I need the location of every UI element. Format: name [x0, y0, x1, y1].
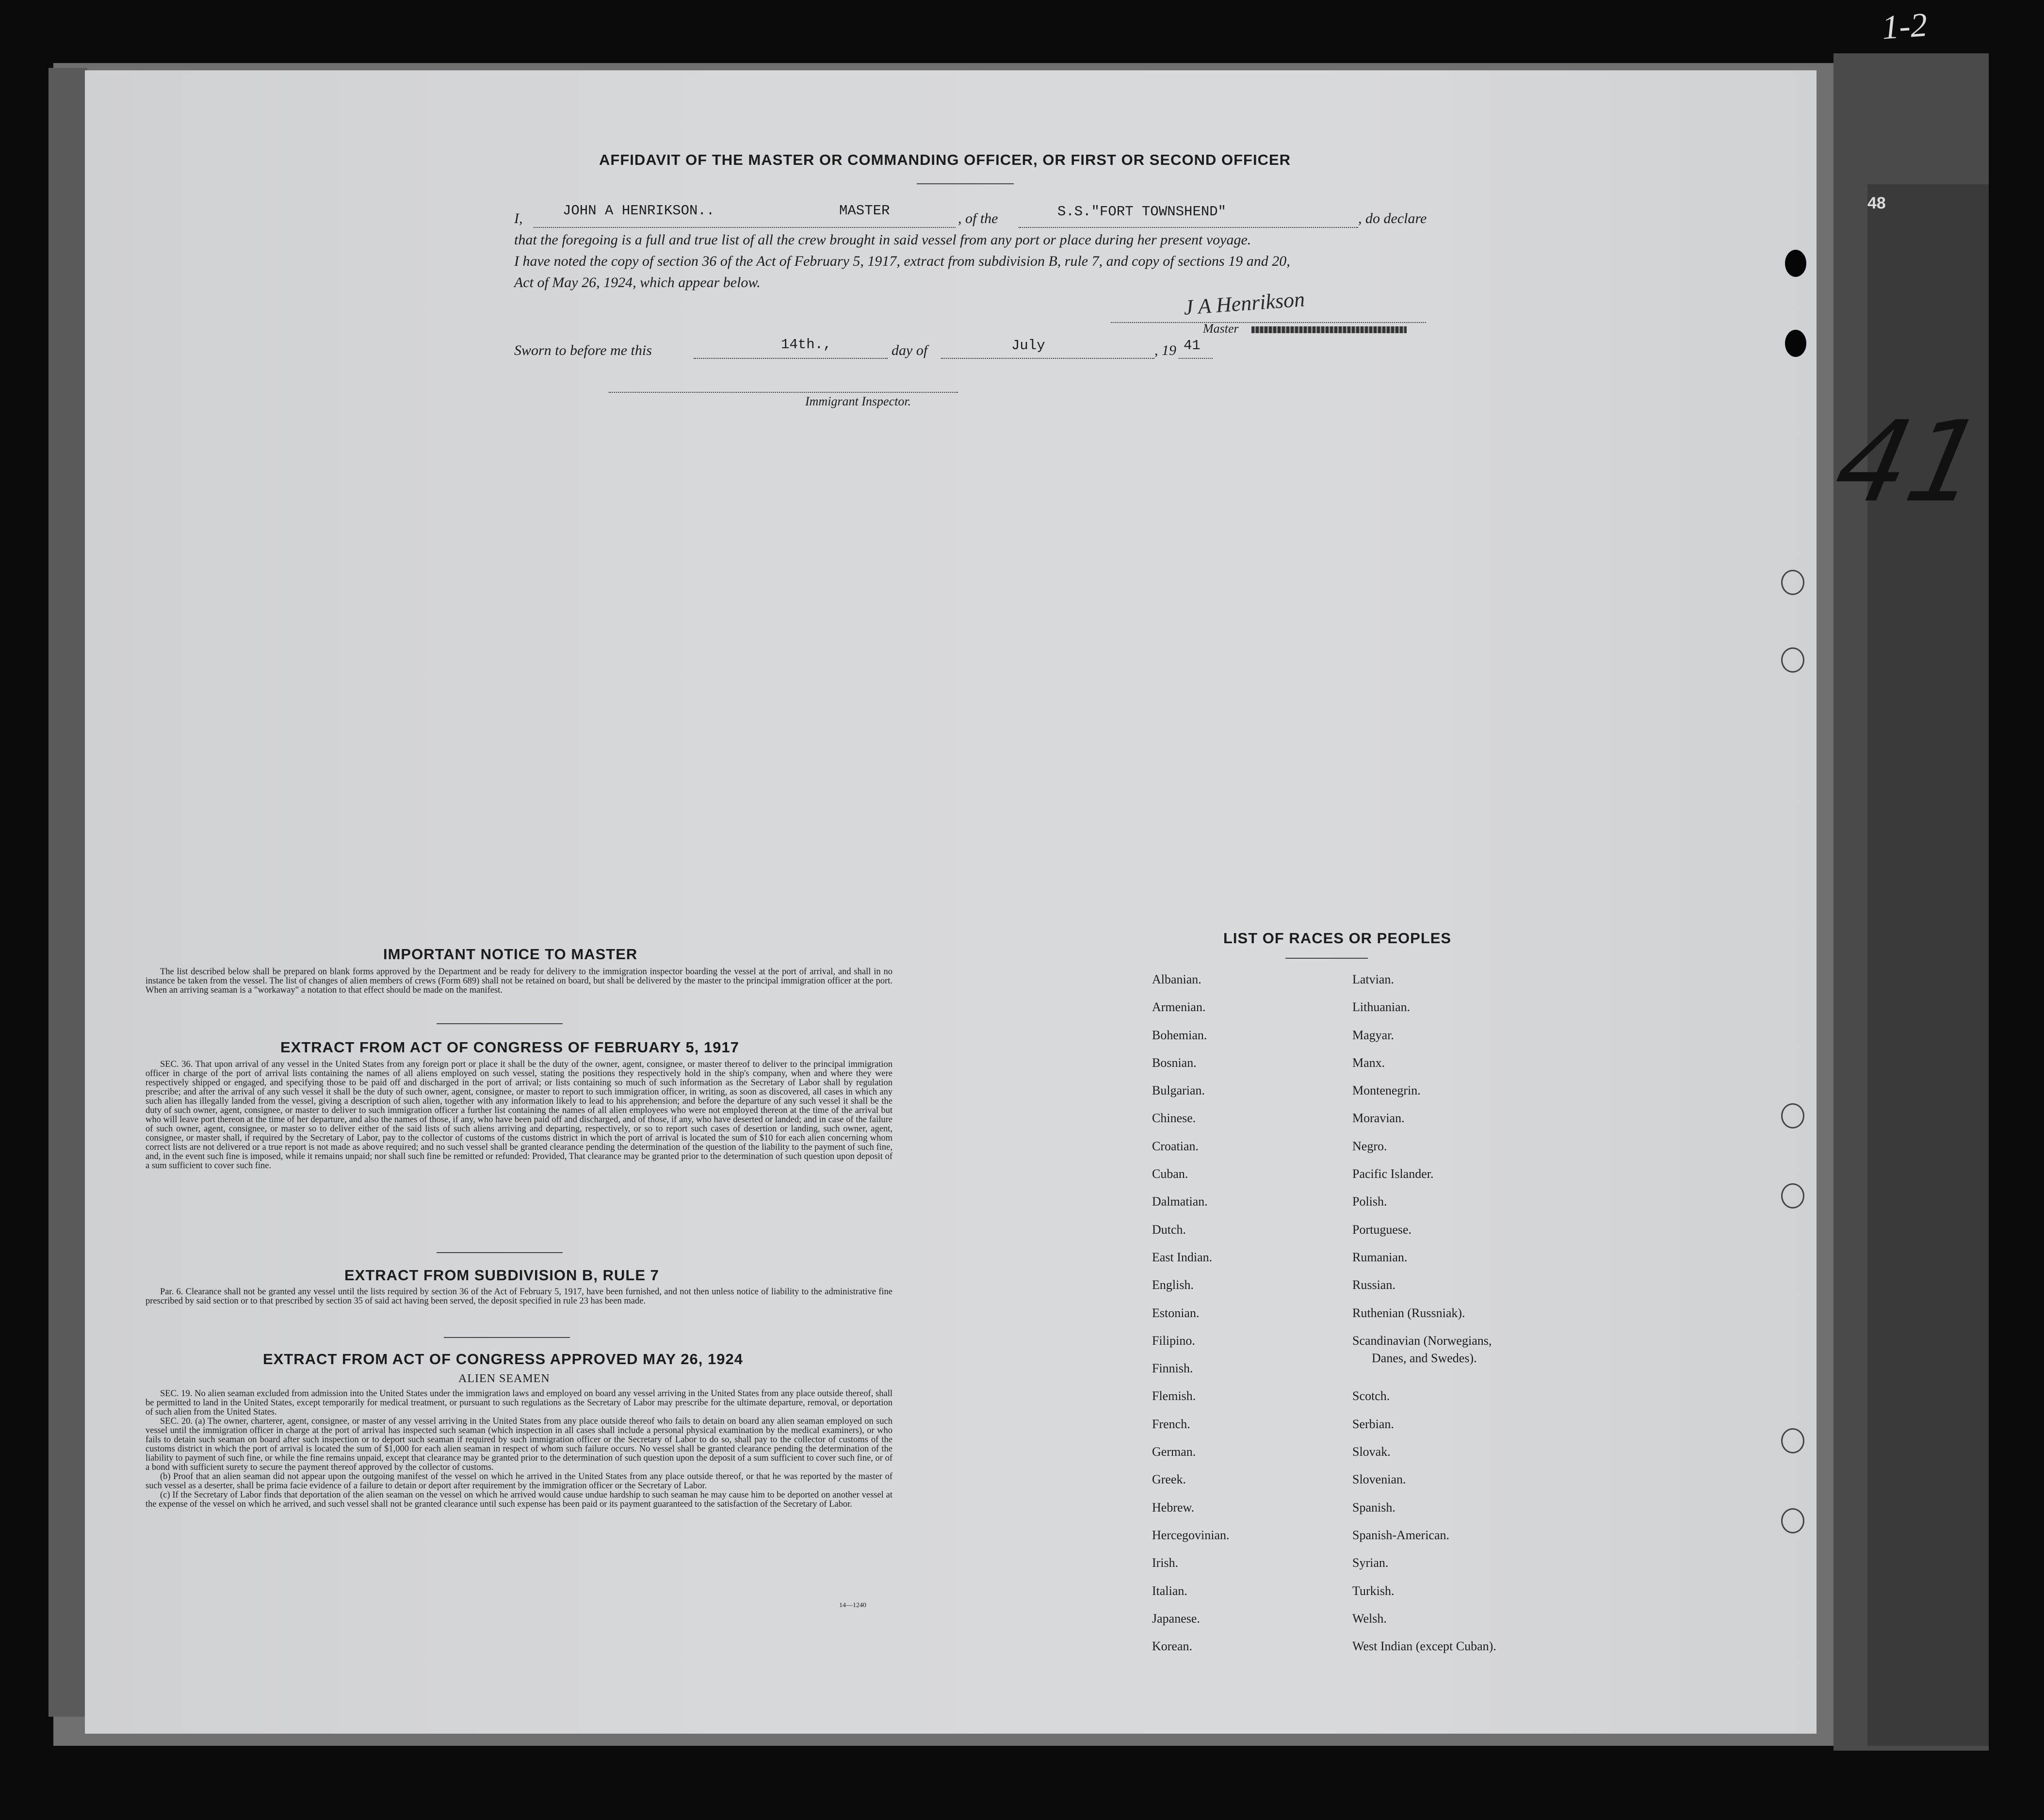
signature-line: [1111, 322, 1426, 323]
section-20b: (b) Proof that an alien seaman did not appear upon the outgoing manifest of the vessel on which he arrived in the United States from any place outside thereof, or that he was reported by the master of such vessel as a deserter, shall be prima facie evidence of a failure to detain or deport after requirement by the immigration officer or the Secretary of Labor.: [146, 1472, 892, 1491]
race-item: Turkish.: [1352, 1583, 1395, 1598]
sworn-year-line: [1179, 358, 1213, 359]
master-signature: J A Henrikson: [1183, 287, 1306, 320]
extract-1924-heading: EXTRACT FROM ACT OF CONGRESS APPROVED MAY 26, 1924: [263, 1351, 743, 1368]
race-item: Portuguese.: [1352, 1222, 1412, 1237]
alien-seamen-subheading: ALIEN SEAMEN: [458, 1372, 550, 1385]
punch-hole: [1785, 330, 1806, 357]
race-item-continued: Danes, and Swedes).: [1372, 1351, 1477, 1365]
divider: [444, 1337, 570, 1338]
subdivision-body: Par. 6. Clearance shall not be granted any vessel until the lists required by section 36 of the Act of February 5, 1917, have been furnished, and not then unless notice of liability to the administrative fine prescribed by said section or to that prescribed by section 35 of said act having been served, the deposit specified in rule 23 has been made.: [146, 1287, 892, 1306]
sworn-day: 14th.,: [781, 337, 832, 353]
affidavit-pronoun: I,: [514, 210, 523, 226]
punch-hole: [1785, 250, 1806, 277]
race-item: Slovak.: [1352, 1445, 1391, 1459]
signature-caption: Master: [1203, 322, 1239, 336]
do-declare-label: , do declare: [1358, 210, 1427, 226]
race-item: Finnish.: [1152, 1361, 1193, 1376]
race-item: Irish.: [1152, 1556, 1179, 1570]
race-item: Armenian.: [1152, 1000, 1206, 1015]
race-item: Croatian.: [1152, 1139, 1199, 1153]
race-item: Magyar.: [1352, 1028, 1394, 1042]
section-19: SEC. 19. No alien seaman excluded from admission into the United States under the immigration laws and employed on board any vessel arriving in the United States from any place outside thereof, shall be permitted to land in the United States, except temporarily for medical treatment, or pursuant to such regulations as the Secretary of Labor may prescribe for the ultimate departure, removal, or deportation of such alien from the United States.: [146, 1389, 892, 1417]
races-heading: LIST OF RACES OR PEOPLES: [1223, 930, 1452, 947]
subdivision-heading: EXTRACT FROM SUBDIVISION B, RULE 7: [344, 1267, 659, 1284]
race-item: Moravian.: [1352, 1111, 1405, 1126]
master-name: JOHN A HENRIKSON..: [563, 203, 715, 219]
punch-hole-ring: [1781, 570, 1804, 595]
race-item: Rumanian.: [1352, 1250, 1408, 1264]
margin-page-number: 48: [1867, 194, 1886, 212]
form-number: 14—1240: [839, 1602, 866, 1609]
section-20a: SEC. 20. (a) The owner, charterer, agent, consignee, or master of any vessel arriving in the United States from any place outside thereof who fails to detain on board any alien seaman employed on such vessel until the immigration officer in charge at the port of arrival has inspected such seaman (which inspection in all cases shall include a personal physical examination by the medical examiners), or who fails to detain such seaman on board after such inspection or to deport such seaman if required by such immigration officer or the Secretary of Labor to do so, shall pay to the collector of customs of the customs district in which the port of arrival is located the sum of $1,000 for each alien seaman in respect of whom such failure occurs. No vessel shall be granted clearance pending the determination of the liability to payment of such fine, or while the fine remains unpaid, except that clearance may be granted prior to the determination of such question upon the deposit of a sum sufficient to cover such fine, or of a bond with sufficient surety to secure the payment thereof approved by the collector of customs.: [146, 1417, 892, 1472]
vessel-line: [1019, 227, 1358, 228]
race-item: Manx.: [1352, 1055, 1385, 1070]
race-item: Latvian.: [1352, 972, 1394, 986]
punch-hole-ring: [1781, 1183, 1804, 1208]
punch-hole-ring: [1781, 1428, 1804, 1453]
race-item: West Indian (except Cuban).: [1352, 1639, 1496, 1654]
race-item: Ruthenian (Russniak).: [1352, 1305, 1465, 1320]
race-item: Spanish.: [1352, 1500, 1395, 1514]
extract-1917-heading: EXTRACT FROM ACT OF CONGRESS OF FEBRUARY 5, 1917: [280, 1039, 739, 1056]
race-item: Flemish.: [1152, 1389, 1196, 1403]
struck-out-text: [1251, 326, 1407, 333]
sworn-day-line: [694, 358, 888, 359]
race-item: Hebrew.: [1152, 1500, 1195, 1514]
race-item: Bohemian.: [1152, 1028, 1207, 1042]
race-item: Scandinavian (Norwegians,: [1352, 1333, 1492, 1348]
punch-hole-ring: [1781, 647, 1804, 673]
left-sheet-edge: [49, 68, 87, 1717]
race-item: Bosnian.: [1152, 1055, 1197, 1070]
punch-hole-ring: [1781, 1508, 1804, 1533]
race-item: Serbian.: [1352, 1417, 1394, 1431]
handwritten-number: 41: [1824, 398, 1995, 527]
race-item: Japanese.: [1152, 1611, 1200, 1626]
race-item: French.: [1152, 1417, 1190, 1431]
race-item: Negro.: [1352, 1139, 1387, 1153]
inspector-label: Immigrant Inspector.: [805, 394, 911, 408]
extract-1917-body: SEC. 36. That upon arrival of any vessel in the United States from any foreign port or place it shall be the duty of the owner, agent, consignee, or master thereof to deliver to the principal immigration officer in charge of the port of arrival lists containing the names of all aliens employed on such vessel, stating the positions they respectively hold in the ship's company, when and where they were respectively shipped or engaged, and specifying those to be paid off and discharged in the port of arrival; or lists containing so much of such information as the Secretary of Labor shall by regulation prescribe; and after the arrival of any such vessel it shall be the duty of such owner, agent, consignee, or master to report to such immigration officer, in writing, as soon as discovered, all cases in which any such alien has illegally landed from the vessel, giving a description of such alien, together with any information likely to lead to his apprehension; and before the departure of any such vessel it shall be the duty of such owner, agent, consignee, or master to deliver to such immigration officer a further list containing the names of all alien employees who were not employed thereon at the time of the arrival but who will leave port thereon at the time of her departure, and also the names of those, if any, who have been paid off and discharged, and of those, if any, who have deserted or landed; and in case of the failure of such owner, agent, consignee, or master so to deliver either of the said lists of such aliens arriving and departing, respectively, or so to report such cases of desertion or landing, such owner, agent, consignee, or master shall, if required by the Secretary of Labor, pay to the collector of customs of the customs district in which the port of arrival is located the sum of $10 for each alien concerning whom correct lists are not delivered or a true report is not made as above required; and no such vessel shall be granted clearance pending the determination of the question of the liability to the payment of such fine, and, in the event such fine is imposed, while it remains unpaid; nor shall such fine be remitted or refunded: Provided, That clearance may be granted prior to the determination of such question upon deposit of a sum sufficient to cover such fine.: [146, 1060, 892, 1171]
race-item: East Indian.: [1152, 1250, 1213, 1264]
extract-1924-body: [146, 1389, 892, 1509]
race-item: Albanian.: [1152, 972, 1201, 986]
race-item: Korean.: [1152, 1639, 1193, 1654]
divider: [437, 1023, 563, 1024]
notice-heading: IMPORTANT NOTICE TO MASTER: [383, 946, 638, 963]
race-item: Lithuanian.: [1352, 1000, 1411, 1015]
year-prefix: , 19: [1154, 342, 1176, 358]
race-item: Dutch.: [1152, 1222, 1186, 1237]
race-item: Cuban.: [1152, 1167, 1188, 1181]
affidavit-line-4: Act of May 26, 1924, which appear below.: [514, 274, 761, 290]
race-item: Bulgarian.: [1152, 1083, 1205, 1098]
race-item: Pacific Islander.: [1352, 1167, 1434, 1181]
race-item: German.: [1152, 1445, 1196, 1459]
race-item: Filipino.: [1152, 1333, 1195, 1348]
of-the-label: , of the: [958, 210, 998, 226]
affidavit-line-2: that the foregoing is a full and true list of all the crew brought in said vessel from any port or place during her present voyage.: [514, 232, 1251, 248]
punch-hole-ring: [1781, 1103, 1804, 1128]
race-item: Syrian.: [1352, 1556, 1389, 1570]
section-20c: (c) If the Secretary of Labor finds that deportation of the alien seaman on the vessel on which he arrived would cause undue hardship to such seaman he may cause him to be deported on another vessel at the expense of the vessel on which he arrived, and such vessel shall not be granted clearance until such expense has been paid or its payment guaranteed to the satisfaction of the Secretary of Labor.: [146, 1490, 892, 1509]
race-item: Chinese.: [1152, 1111, 1196, 1126]
affidavit-heading: AFFIDAVIT OF THE MASTER OR COMMANDING OFFICER, OR FIRST OR SECOND OFFICER: [599, 151, 1291, 168]
inspector-signature-line: [609, 392, 958, 393]
sworn-month: July: [1011, 338, 1045, 354]
race-item: Scotch.: [1352, 1389, 1390, 1403]
races-column-1: [1152, 972, 1230, 1667]
race-item: Dalmatian.: [1152, 1194, 1208, 1209]
race-item: Welsh.: [1352, 1611, 1387, 1626]
master-rank: MASTER: [839, 203, 890, 219]
race-item: Polish.: [1352, 1194, 1387, 1209]
race-item: Estonian.: [1152, 1305, 1200, 1320]
vessel-name: S.S."FORT TOWNSHEND": [1057, 204, 1227, 220]
affidavit-line-3: I have noted the copy of section 36 of the Act of February 5, 1917, extract from subdivision B, rule 7, and copy of sections 19 and 20,: [514, 253, 1290, 269]
sworn-year: 41: [1184, 338, 1200, 354]
divider: [437, 1252, 563, 1253]
day-of-label: day of: [892, 342, 928, 358]
races-column-2: [1352, 972, 1496, 1667]
race-item: Russian.: [1352, 1278, 1395, 1292]
race-item: Italian.: [1152, 1583, 1187, 1598]
race-item: Montenegrin.: [1352, 1083, 1421, 1098]
divider: [1285, 958, 1368, 959]
corner-mark: 1-2: [1881, 6, 1929, 47]
divider: [917, 183, 1014, 184]
notice-body: The list described below shall be prepared on blank forms approved by the Department and be ready for delivery to the immigration inspector boarding the vessel at the port of arrival, and shall in no instance be taken from the vessel. The list of changes of alien members of crews (Form 689) shall not be retained on board, but shall be delivered by the master to the principal immigration officer at the port. When an arriving seaman is a "workaway" a notation to that effect should be made on the manifest.: [146, 967, 892, 995]
race-item: Greek.: [1152, 1472, 1186, 1487]
race-item: English.: [1152, 1278, 1194, 1292]
race-item: Slovenian.: [1352, 1472, 1406, 1487]
race-item: Spanish-American.: [1352, 1528, 1450, 1542]
sworn-month-line: [941, 358, 1154, 359]
name-line: [534, 227, 956, 228]
sworn-label: Sworn to before me this: [514, 342, 652, 358]
race-item: Hercegovinian.: [1152, 1528, 1230, 1542]
